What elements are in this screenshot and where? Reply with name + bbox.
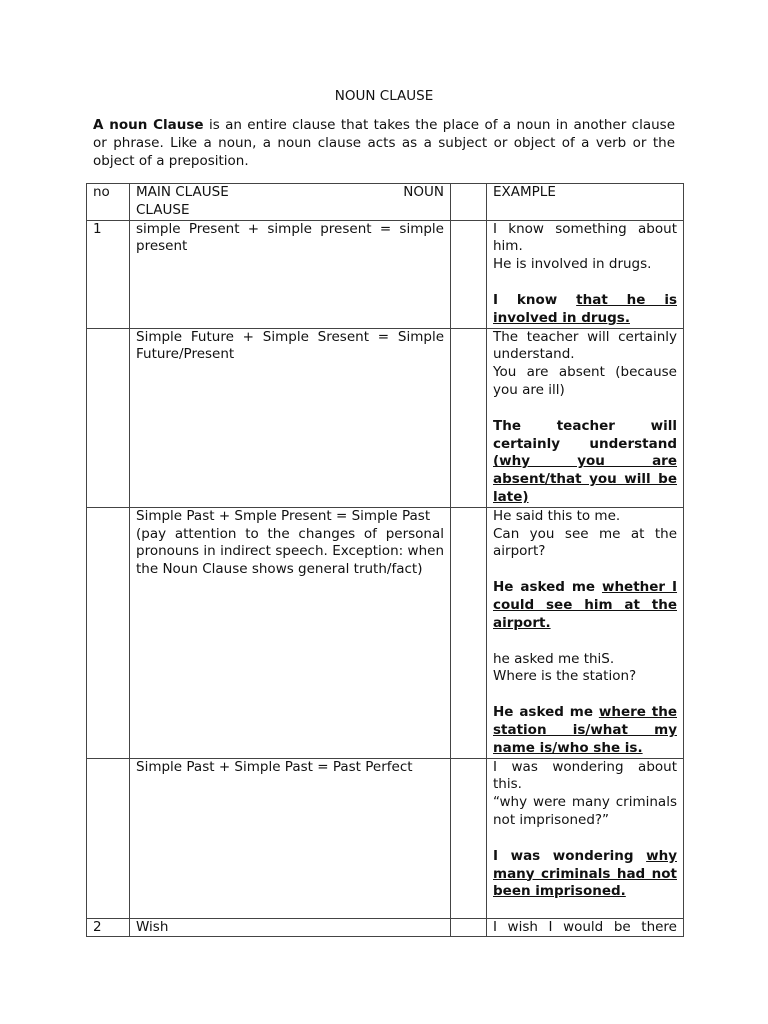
example-line: You are absent (because you are ill) — [493, 364, 677, 398]
example-line: I wish I would be there — [493, 918, 677, 935]
table-row — [87, 220, 684, 328]
header-example: EXAMPLE — [487, 184, 684, 221]
intro-text: is an entire clause that takes the place of a noun in another clause or phrase. Like a noun, a noun clause acts as a subject or object of a verb or the object of a preposition. — [93, 117, 675, 169]
example-result-lead: He asked me — [493, 579, 602, 596]
example-result-lead: The teacher will certainly understand — [493, 417, 677, 452]
example-line: Where is the station? — [493, 668, 637, 685]
example-result — [493, 579, 677, 632]
page-title: NOUN CLAUSE — [334, 88, 434, 104]
example-line: He said this to me. — [493, 507, 621, 524]
row-blank — [451, 328, 487, 507]
example-result-lead: I know — [493, 291, 577, 308]
header-main-clause — [130, 184, 451, 221]
row-example — [487, 758, 684, 918]
example-line: Can you see me at the airport? — [493, 525, 677, 560]
intro-paragraph — [93, 116, 675, 170]
example-result — [493, 848, 677, 901]
header-main-right: NOUN — [403, 184, 444, 200]
example-result-clause: (why you are absent/that you will be late) — [493, 453, 677, 505]
table-row — [87, 507, 684, 758]
row-main-clause — [130, 758, 451, 918]
main-clause-text: Simple Past + Smple Present = Simple Past — [136, 507, 431, 524]
row-blank — [451, 758, 487, 918]
main-clause-text: simple Present + simple present = simple present — [136, 220, 444, 255]
header-main-second: CLAUSE — [136, 201, 190, 218]
example-result-clause: whether I could see him at the airport. — [493, 579, 678, 631]
row-example — [487, 507, 684, 758]
row-main-clause — [130, 918, 451, 937]
row-no — [87, 758, 130, 918]
row-no — [87, 507, 130, 758]
row-no: 1 — [87, 220, 130, 328]
example-result-clause: why many criminals had not been imprisoned. — [493, 847, 677, 900]
row-main-clause — [130, 220, 451, 328]
example-line: “why were many criminals not imprisoned?” — [493, 794, 677, 828]
row-blank — [451, 918, 487, 937]
row-example — [487, 220, 684, 328]
example-result-clause: where the station is/what my name is/who she is. — [493, 704, 677, 756]
row-blank — [451, 220, 487, 328]
table-row — [87, 328, 684, 507]
main-clause-text: Wish — [136, 918, 169, 935]
example-result — [493, 418, 677, 507]
example-line: I was wondering about this. — [493, 758, 677, 793]
row-blank — [451, 507, 487, 758]
row-no: 2 — [87, 918, 130, 937]
row-example — [487, 918, 684, 937]
table-header-row — [87, 184, 684, 221]
example-result-clause: that he is involved in drugs. — [493, 291, 677, 326]
example-result-lead: I was wondering — [493, 847, 647, 864]
row-main-clause — [130, 328, 451, 507]
row-no — [87, 328, 130, 507]
example-line: I know something about him. — [493, 220, 677, 255]
table-row — [87, 918, 684, 937]
header-no: no — [87, 184, 130, 221]
table-row — [87, 758, 684, 918]
row-example — [487, 328, 684, 507]
main-clause-text: Simple Past + Simple Past = Past Perfect — [136, 758, 413, 775]
header-main-left: MAIN CLAUSE — [136, 184, 229, 200]
main-clause-note: (pay attention to the changes of personal pronouns in indirect speech. Exception: when the Noun Clause shows general truth/fact) — [136, 525, 444, 578]
noun-clause-table — [86, 183, 684, 937]
example-line: he asked me thiS. — [493, 650, 615, 667]
example-result — [493, 292, 677, 328]
row-main-clause — [130, 507, 451, 758]
example-line: He is involved in drugs. — [493, 256, 652, 273]
main-clause-text: Simple Future + Simple Sresent = Simple Future/Present — [136, 328, 444, 363]
header-blank — [451, 184, 487, 221]
example-line: The teacher will certainly understand. — [493, 328, 677, 363]
example-result — [493, 704, 677, 757]
example-result-lead: He asked me — [493, 704, 599, 721]
intro-lead: A noun Clause — [93, 117, 204, 133]
